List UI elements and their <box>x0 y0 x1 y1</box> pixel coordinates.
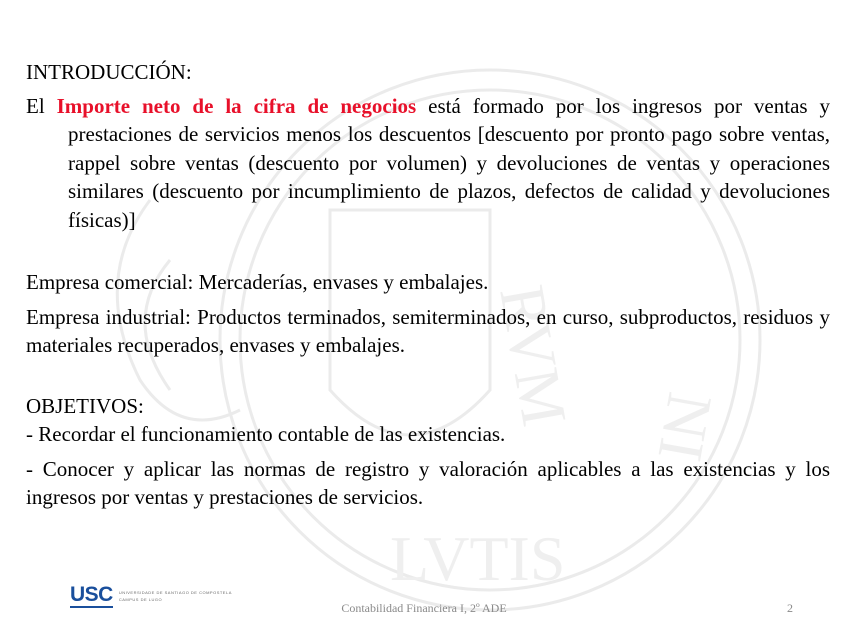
objective-item: - Recordar el funcionamiento contable de las existencias. <box>26 422 506 446</box>
empresa-industrial: Empresa industrial: Productos terminados, semiterminados, en curso, subproductos, residuos y materiales recuperados, envases y embalajes. <box>26 304 830 357</box>
logo-caption-line: CAMPUS DE LUGO <box>118 597 163 602</box>
svg-text:LVTIS: LVTIS <box>390 523 566 594</box>
objective-item: - Conocer y aplicar las normas de registro y valoración aplicables a las existencias y los ingresos por ventas y prestaciones de servicios. <box>26 456 830 509</box>
intro-paragraph <box>26 92 830 235</box>
intro-text-start: El <box>26 93 57 118</box>
empresa-comercial: Empresa comercial: Mercaderías, envases y embalajes. <box>26 270 489 294</box>
logo-caption-line: UNIVERSIDADE DE SANTIAGO DE COMPOSTELA <box>118 590 232 595</box>
slide-body <box>26 58 830 512</box>
highlight-term: Importe neto de la cifra de negocios <box>56 93 417 118</box>
usc-logo-mark: USC <box>70 583 113 606</box>
intro-heading: INTRODUCCIÓN: <box>26 60 192 84</box>
page-number: 2 <box>787 601 793 615</box>
svg-text:NI: NI <box>644 387 727 467</box>
svg-text:RVM: RVM <box>486 280 581 431</box>
objetivos-heading: OBJETIVOS: <box>26 393 144 418</box>
intro-text-rest: está formado por los ingresos por ventas y prestaciones de servicios menos los descuentos [descuento por pronto pago sobre ventas, rappel sobre ventas (descuento por volumen) y devoluciones de ventas y operaciones similares (descuento por incumplimiento de plazos, defectos de calidad y devoluciones físicas)] <box>68 93 830 232</box>
footer-course: Contabilidad Financiera I, 2º ADE <box>341 601 507 615</box>
